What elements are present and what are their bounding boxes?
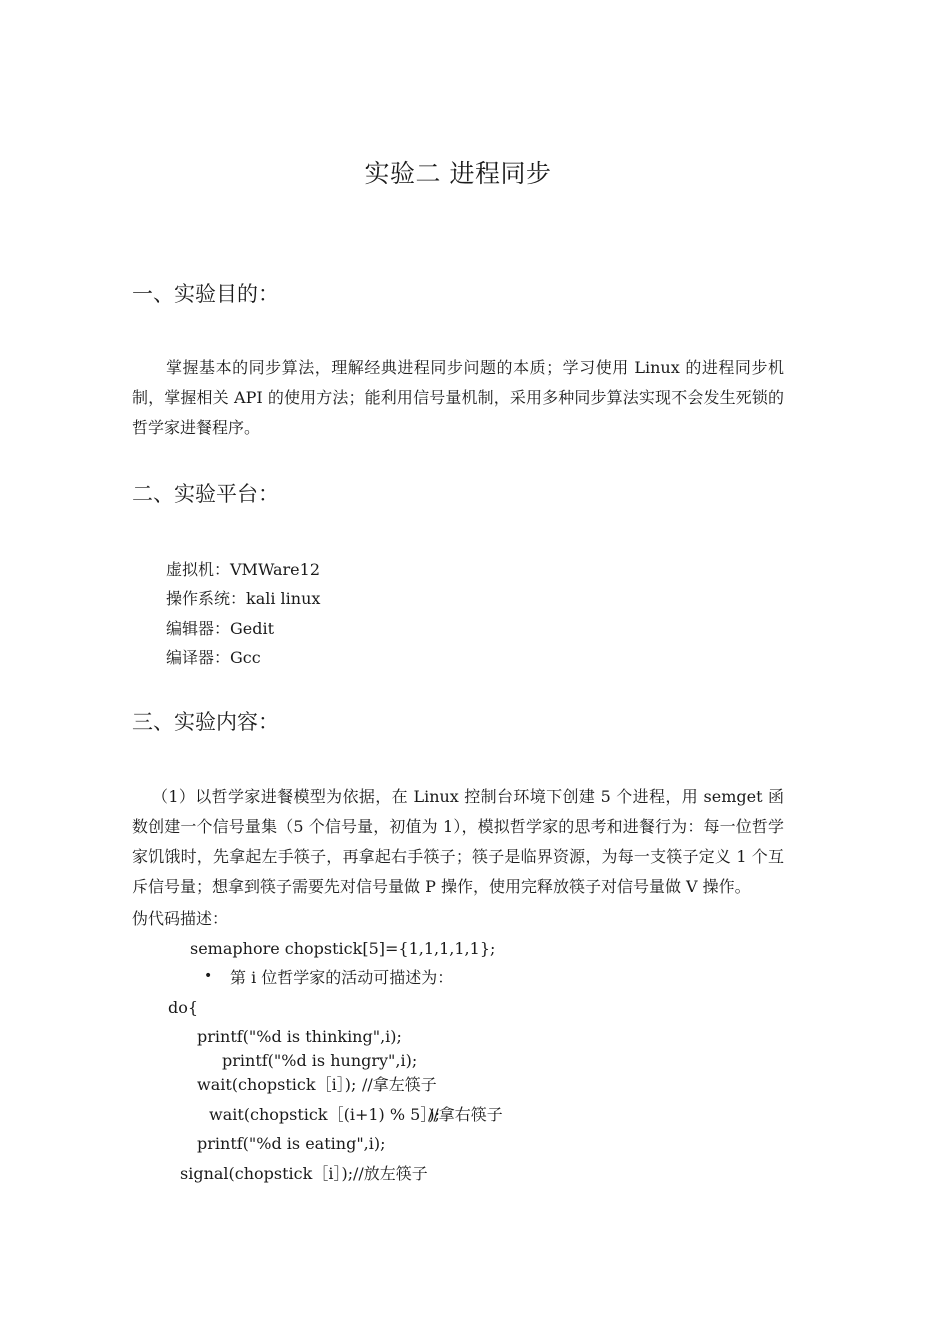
platform-item-editor: 编辑器：Gedit (166, 619, 275, 638)
code-bullet-text: 第 i 位哲学家的活动可描述为： (230, 968, 454, 987)
code-printf-thinking: printf("%d is thinking",i); (197, 1027, 402, 1046)
code-wait-right: wait(chopstick［(i+1) % 5］); (209, 1105, 440, 1124)
code-wait-left-comment: //拿左筷子 (362, 1075, 437, 1094)
page-title: 实验二 进程同步 (364, 159, 552, 188)
code-printf-hungry: printf("%d is hungry",i); (222, 1051, 418, 1070)
platform-item-compiler: 编译器：Gcc (166, 648, 261, 667)
pseudo-code-label: 伪代码描述： (132, 909, 229, 928)
platform-item-vm: 虚拟机：VMWare12 (166, 560, 321, 579)
section-heading-content: 三、实验内容： (132, 710, 279, 734)
section-heading-purpose: 一、实验目的： (132, 282, 279, 306)
purpose-paragraph: 掌握基本的同步算法，理解经典进程同步问题的本质；学习使用 Linux 的进程同步机制，掌握相关 API 的使用方法；能利用信号量机制，采用多种同步算法实现不会发生死锁的哲学家进餐程序。 (132, 358, 784, 437)
code-printf-eating: printf("%d is eating",i); (197, 1134, 386, 1153)
code-wait-right-comment: //拿右筷子 (428, 1105, 503, 1124)
code-signal-left: signal(chopstick［i］); (180, 1164, 354, 1183)
code-wait-left: wait(chopstick［i］); (197, 1075, 357, 1094)
code-signal-left-comment: //放左筷子 (353, 1164, 428, 1183)
content-paragraph: （1）以哲学家进餐模型为依据，在 Linux 控制台环境下创建 5 个进程，用 semget 函数创建一个信号量集（5 个信号量，初值为 1），模拟哲学家的思考和进餐行为：每一位哲学家饥饿时，先拿起左手筷子，再拿起右手筷子；筷子是临界资源，为每一支筷子定义 1 个互斥信号量；想拿到筷子需要先对信号量做 P 操作，使用完释放筷子对信号量做 V 操作。 (132, 787, 784, 896)
bullet-icon: • (204, 968, 213, 984)
section-heading-platform: 二、实验平台： (132, 482, 279, 506)
platform-item-os: 操作系统：kali linux (166, 589, 321, 608)
code-do-open: do{ (168, 998, 199, 1017)
code-semaphore-declaration: semaphore chopstick[5]={1,1,1,1,1}; (190, 939, 496, 958)
